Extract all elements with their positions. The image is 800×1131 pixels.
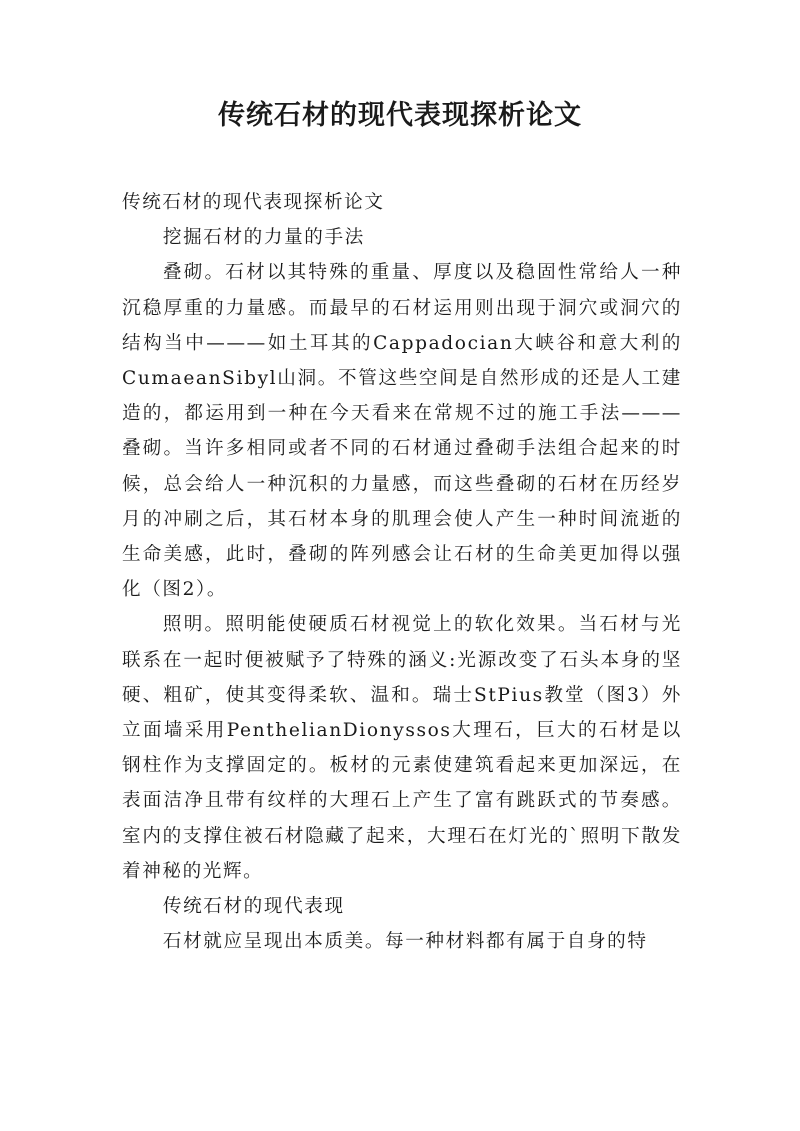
paragraph-stacking: 叠砌。石材以其特殊的重量、厚度以及稳固性常给人一种沉稳厚重的力量感。而最早的石材运用则出现于洞穴或洞穴的结构当中———如土耳其的Cappadocian大峡谷和意大利的CumaeanSibyl山洞。不管这些空间是自然形成的还是人工建造的，都运用到一种在今天看来在常规不过的施工手法———叠砌。当许多相同或者不同的石材通过叠砌手法组合起来的时候，总会给人一种沉积的力量感，而这些叠砌的石材在历经岁月的冲刷之后，其石材本身的肌理会使人产生一种时间流逝的生命美感，此时，叠砌的阵列感会让石材的生命美更加得以强化（图2）。: [122, 262, 682, 601]
document-body: [122, 185, 682, 959]
paragraph-essence: 石材就应呈现出本质美。每一种材料都有属于自身的特: [162, 931, 648, 953]
paragraph-lighting: 照明。照明能使硬质石材视觉上的软化效果。当石材与光联系在一起时便被赋予了特殊的涵义:光源改变了石头本身的坚硬、粗矿，使其变得柔软、温和。瑞士StPius教堂（图3）外立面墙采用PenthelianDionyssos大理石，巨大的石材是以钢柱作为支撑固定的。板材的元素使建筑看起来更加深远，在表面洁净且带有纹样的大理石上产生了富有跳跃式的节奏感。室内的支撑住被石材隐藏了起来，大理石在灯光的`照明下散发着神秘的光辉。: [122, 614, 682, 882]
section-heading-strength: 挖掘石材的力量的手法: [162, 227, 365, 249]
section-heading-modern: 传统石材的现代表现: [162, 896, 345, 918]
paragraph-repeated-title: 传统石材的现代表现探析论文: [122, 192, 385, 213]
document-title: 传统石材的现代表现探析论文: [218, 100, 582, 131]
